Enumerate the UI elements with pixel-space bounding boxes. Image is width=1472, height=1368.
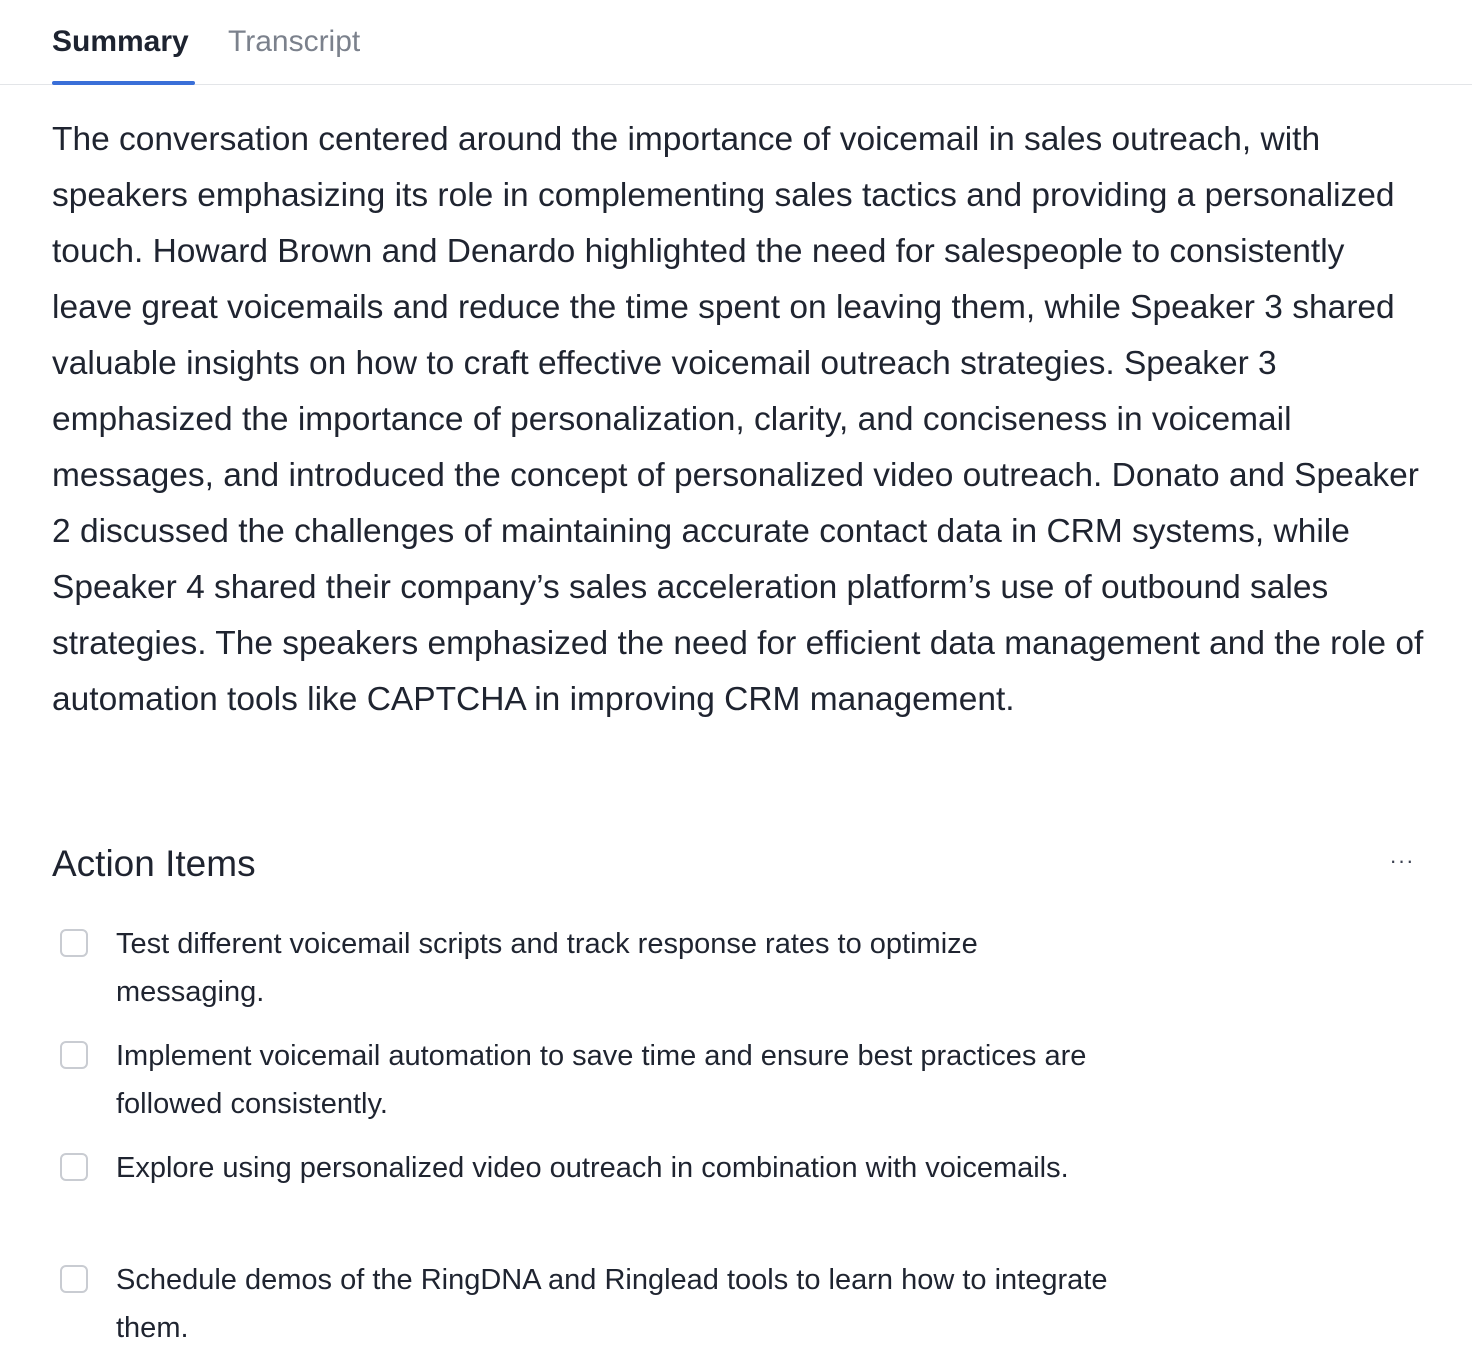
action-items-header (52, 838, 1422, 890)
action-item-checkbox[interactable] (60, 1153, 88, 1181)
action-item-text: Implement voicemail automation to save time and ensure best practices are followed consistently. (116, 1040, 1087, 1120)
summary-text: The conversation centered around the importance of voicemail in sales outreach, with speakers emphasizing its role in complementing sales tactics and providing a personalized touch. Howard Brown and Denardo highlighted the need for salespeople to consistently leave great voicemails and reduce the time spent on leaving them, while Speaker 3 shared valuable insights on how to craft effective voicemail outreach strategies. Speaker 3 emphasized the importance of personalization, clarity, and conciseness in voicemail messages, and introduced the concept of personalized video outreach. Donato and Speaker 2 discussed the challenges of maintaining accurate contact data in CRM systems, while Speaker 4 shared their company’s sales acceleration platform’s use of outbound sales strategies. The speakers emphasized the need for efficient data management and the role of automation tools like CAPTCHA in improving CRM management. (52, 121, 1424, 718)
action-item-checkbox[interactable] (60, 929, 88, 957)
action-item-text: Explore using personalized video outreach in combination with voicemails. (116, 1152, 1069, 1184)
action-item-text: Schedule demos of the RingDNA and Ringlead tools to learn how to integrate them. (116, 1264, 1108, 1344)
action-item-text: Test different voicemail scripts and track response rates to optimize messaging. (116, 928, 978, 1008)
action-items-title: Action Items (52, 843, 256, 884)
action-item (52, 1256, 1432, 1368)
action-item-checkbox[interactable] (60, 1041, 88, 1069)
tab-summary[interactable]: Summary (52, 25, 189, 58)
action-item (52, 1144, 1432, 1256)
tab-bar (0, 0, 1472, 85)
action-item (52, 1032, 1432, 1144)
more-options-button[interactable]: ··· (1389, 848, 1415, 873)
tab-transcript[interactable]: Transcript (228, 25, 361, 58)
action-item (52, 920, 1432, 1032)
action-item-checkbox[interactable] (60, 1265, 88, 1293)
active-tab-indicator (52, 81, 195, 85)
action-items-list (52, 920, 1432, 1368)
